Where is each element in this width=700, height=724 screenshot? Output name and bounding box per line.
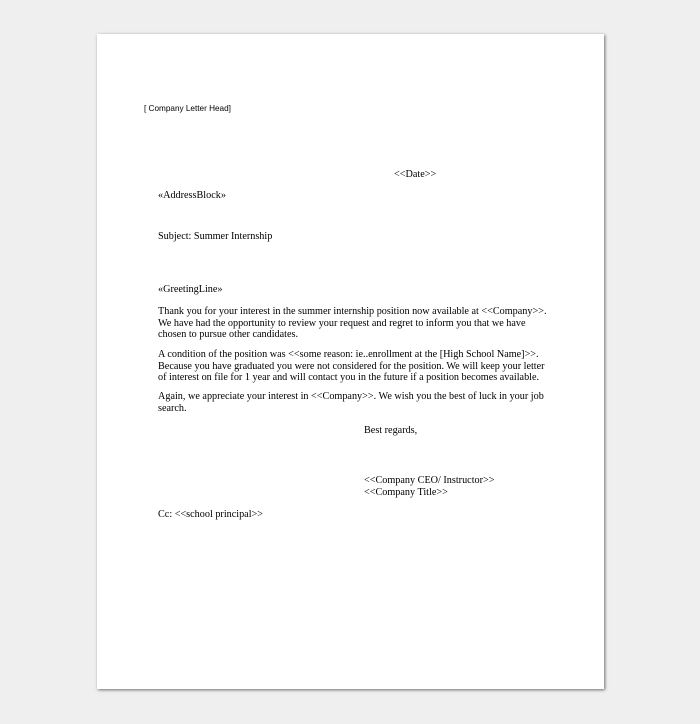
body-paragraph-3 — [158, 391, 544, 414]
paragraph-line: Thank you for your interest in the summer internship position now available at <<Company>>. — [158, 306, 547, 317]
subject-line: Subject: Summer Internship — [158, 231, 273, 242]
paragraph-line: of interest on file for 1 year and will contact you in the future if a position becomes available. — [158, 372, 540, 384]
letterhead: [ Company Letter Head] — [144, 104, 231, 113]
paragraph-line: Again, we appreciate your interest in <<Company>>. We wish you the best of luck in your job — [158, 391, 544, 402]
paragraph-line: Because you have graduated you were not considered for the position. We will keep your letter — [158, 360, 545, 372]
address-block: «AddressBlock» — [158, 190, 226, 201]
body-paragraph-2 — [158, 349, 545, 384]
signature-name: <<Company CEO/ Instructor>> — [364, 475, 495, 486]
document-page — [97, 34, 604, 689]
greeting-line: «GreetingLine» — [158, 284, 223, 295]
paragraph-line: chosen to pursue other candidates. — [158, 329, 299, 341]
paragraph-line: A condition of the position was <<some reason: ie..enrollment at the [High School Name]>>. — [158, 349, 539, 360]
signature-title: <<Company Title>> — [364, 487, 448, 498]
closing: Best regards, — [364, 425, 418, 436]
cc-line: Cc: <<school principal>> — [158, 509, 264, 520]
paragraph-line: We have had the opportunity to review your request and regret to inform you that we have — [158, 317, 526, 329]
date-field: <<Date>> — [394, 169, 437, 180]
paragraph-line: search. — [158, 402, 187, 414]
body-paragraph-1 — [158, 306, 547, 341]
